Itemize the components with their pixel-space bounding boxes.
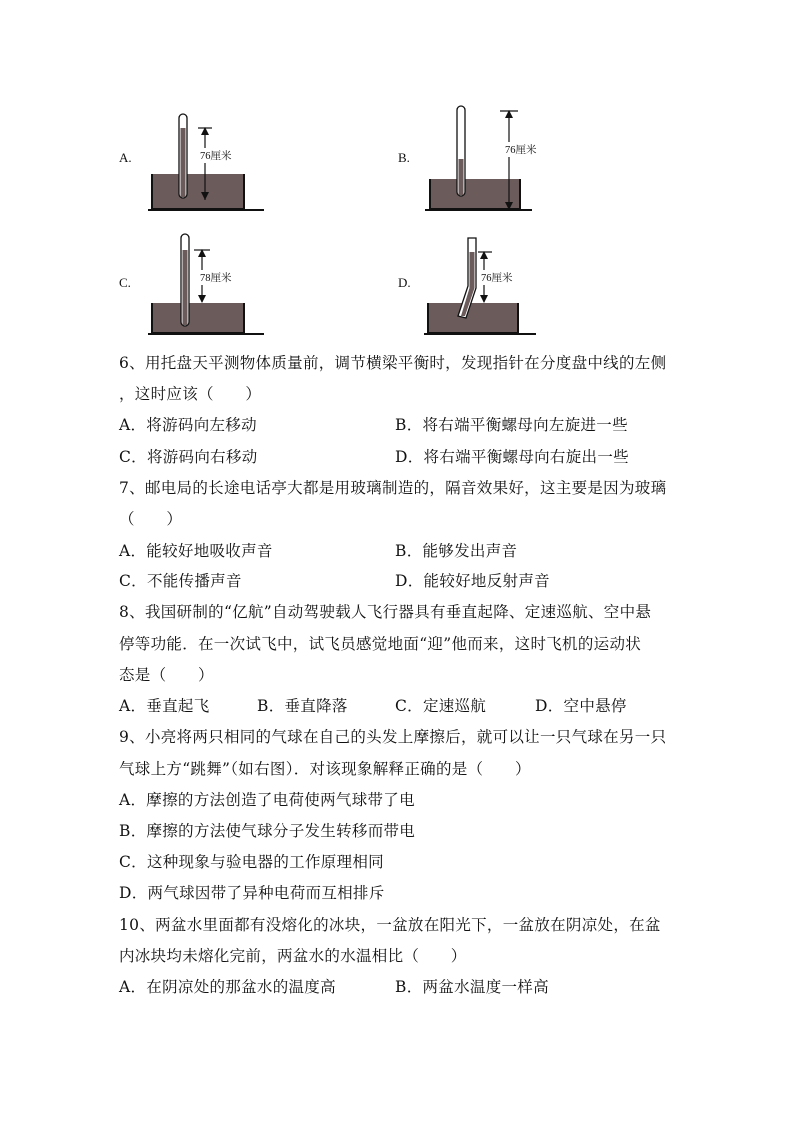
q6-option-c: C．将游码向右移动 bbox=[119, 448, 258, 466]
q8-stem-line1: 8、我国研制的“亿航”自动驾驶载人飞行器具有垂直起降、定速巡航、空中悬 bbox=[119, 603, 652, 621]
q10-option-a: A．在阴凉处的那盆水的温度高 bbox=[119, 978, 336, 996]
q7-option-d: D．能较好地反射声音 bbox=[395, 572, 550, 590]
q6-option-a: A．将游码向左移动 bbox=[119, 416, 257, 434]
q8-option-b: B．垂直降落 bbox=[257, 697, 348, 715]
q10-stem-line2: 内冰块均未熔化完前，两盆水的水温相比（ ） bbox=[119, 947, 467, 965]
figure-d-diagram bbox=[422, 230, 542, 340]
figure-a-height-label: 76厘米 bbox=[200, 148, 232, 163]
q6-option-b: B．将右端平衡螺母向左旋进一些 bbox=[395, 416, 628, 434]
q7-stem-line2: （ ） bbox=[119, 510, 183, 528]
q10-option-b: B．两盆水温度一样高 bbox=[395, 978, 549, 996]
figure-b-diagram bbox=[422, 104, 547, 214]
q7-option-c: C．不能传播声音 bbox=[119, 572, 242, 590]
q9-option-b: B．摩擦的方法使气球分子发生转移而带电 bbox=[119, 822, 416, 840]
q7-option-a: A．能较好地吸收声音 bbox=[119, 542, 273, 560]
figure-c-height-label: 78厘米 bbox=[200, 270, 232, 285]
q9-stem-line1: 9、小亮将两只相同的气球在自己的头发上摩擦后，就可以让一只气球在另一只 bbox=[119, 728, 667, 746]
figure-c-letter: C. bbox=[119, 275, 131, 290]
q8-option-a: A．垂直起飞 bbox=[119, 697, 210, 715]
figure-b-letter: B. bbox=[398, 150, 410, 165]
q8-stem-line2: 停等功能．在一次试飞中，试飞员感觉地面“迎”他而来，这时飞机的运动状 bbox=[119, 635, 642, 653]
q7-option-b: B．能够发出声音 bbox=[395, 542, 518, 560]
q8-option-c: C．定速巡航 bbox=[395, 697, 487, 715]
q9-option-a: A．摩擦的方法创造了电荷使两气球带了电 bbox=[119, 791, 415, 809]
figure-b-height-label: 76厘米 bbox=[505, 142, 537, 157]
figure-d-height-label: 76厘米 bbox=[481, 270, 513, 285]
q7-stem-line1: 7、邮电局的长途电话亭大都是用玻璃制造的，隔音效果好，这主要是因为玻璃 bbox=[119, 479, 667, 497]
figure-a-letter: A. bbox=[119, 150, 132, 165]
q6-stem-line2: ，这时应该（ ） bbox=[119, 385, 262, 403]
figure-d-letter: D. bbox=[398, 275, 411, 290]
q9-option-d: D．两气球因带了异种电荷而互相排斥 bbox=[119, 884, 385, 902]
q10-stem-line1: 10、两盆水里面都有没熔化的冰块，一盆放在阳光下，一盆放在阴凉处，在盆 bbox=[119, 916, 661, 934]
q8-option-d: D．空中悬停 bbox=[535, 697, 627, 715]
q6-option-d: D．将右端平衡螺母向右旋出一些 bbox=[395, 448, 629, 466]
q9-option-c: C．这种现象与验电器的工作原理相同 bbox=[119, 853, 384, 871]
q8-stem-line3: 态是（ ） bbox=[119, 666, 214, 684]
q6-stem-line1: 6、用托盘天平测物体质量前，调节横梁平衡时，发现指针在分度盘中线的左侧 bbox=[119, 354, 667, 372]
q9-stem-line2: 气球上方“跳舞”（如右图）．对该现象解释正确的是（ ） bbox=[119, 760, 531, 778]
figure-c-diagram bbox=[146, 230, 266, 340]
